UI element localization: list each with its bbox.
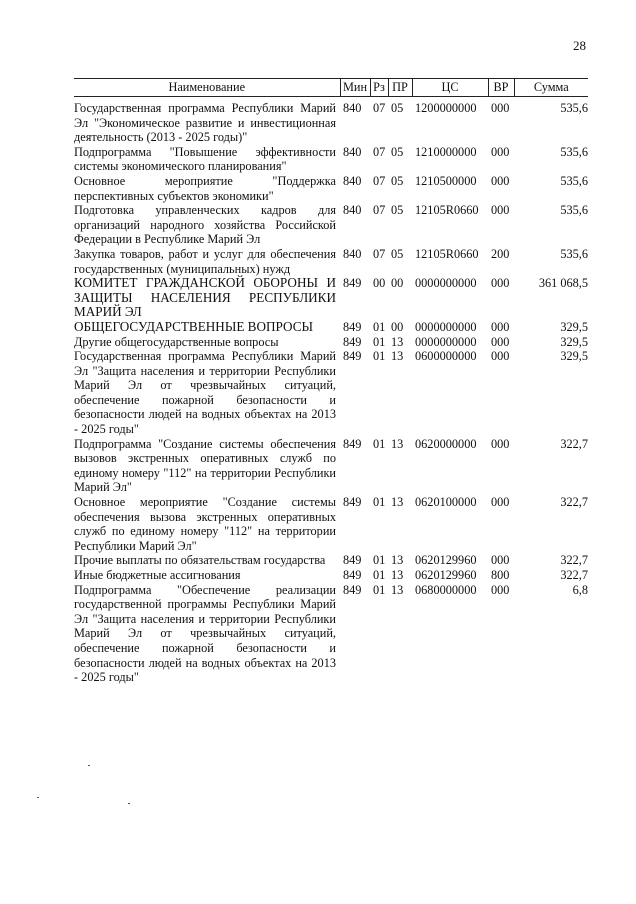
- cell-vr: 000: [491, 582, 510, 597]
- cell-rz: 01: [373, 582, 386, 597]
- cell-vr: 000: [491, 276, 510, 291]
- cell-min: 840: [343, 246, 362, 261]
- cell-rz: 01: [373, 334, 386, 349]
- cell-vr: 000: [491, 495, 510, 510]
- header-sum: Сумма: [514, 79, 588, 97]
- table-row: [74, 174, 588, 203]
- cell-sum: 535,6: [560, 101, 588, 115]
- cell-vr: 800: [491, 568, 510, 582]
- cell-vr: 000: [491, 553, 510, 568]
- cell-min: 849: [343, 568, 362, 582]
- cell-vr: 000: [491, 436, 510, 451]
- cell-cs: 12105R0660: [415, 246, 479, 261]
- header-vr: ВР: [488, 79, 514, 97]
- cell-cs: 0000000000: [415, 276, 477, 291]
- cell-rz: 07: [373, 101, 386, 115]
- cell-vr: 000: [491, 101, 510, 115]
- cell-rz: 07: [373, 203, 386, 218]
- cell-cs: 1210000000: [415, 144, 477, 159]
- table-row: [74, 335, 588, 350]
- table-row: [74, 247, 588, 276]
- header-cs: ЦС: [412, 79, 488, 97]
- cell-cs: 0620129960: [415, 553, 477, 568]
- cell-cs: 0620129960: [415, 568, 477, 582]
- cell-name: Основное мероприятие "Создание системы обеспечения вызова экстренных оперативных служб по единому номеру "112" на территории Республики Марий Эл": [74, 495, 336, 553]
- cell-sum: 535,6: [560, 246, 588, 261]
- cell-sum: 322,7: [560, 568, 588, 582]
- cell-name: Другие общегосударственные вопросы: [74, 334, 279, 349]
- cell-cs: 0000000000: [415, 334, 477, 349]
- cell-vr: 000: [491, 203, 510, 218]
- cell-sum: 535,6: [560, 173, 588, 188]
- cell-min: 849: [343, 349, 362, 364]
- cell-rz: 01: [373, 495, 386, 510]
- header-min: Мин: [340, 79, 370, 97]
- cell-name: Государственная программа Республики Марий Эл "Экономическое развитие и инвестиционная деятельность (2013 - 2025 годы)": [74, 101, 336, 145]
- cell-cs: 12105R0660: [415, 203, 479, 218]
- table-row: [74, 101, 588, 145]
- table-row: [74, 495, 588, 553]
- scan-speck: [37, 797, 39, 798]
- cell-sum: 535,6: [560, 144, 588, 159]
- cell-cs: 0600000000: [415, 349, 477, 364]
- table-row: [74, 553, 588, 568]
- table-row: [74, 349, 588, 437]
- cell-name: Прочие выплаты по обязательствам государства: [74, 553, 326, 568]
- table-row: [74, 276, 588, 320]
- cell-cs: 1200000000: [415, 101, 477, 115]
- cell-min: 840: [343, 101, 362, 115]
- cell-sum: 329,5: [560, 319, 588, 334]
- table-body: [74, 97, 588, 685]
- cell-pr: 00: [391, 276, 404, 291]
- cell-min: 849: [343, 319, 362, 334]
- cell-min: 849: [343, 495, 362, 510]
- cell-sum: 361 068,5: [538, 276, 588, 291]
- cell-pr: 13: [391, 436, 404, 451]
- page-number: 28: [573, 38, 586, 53]
- header-pr: ПР: [388, 79, 412, 97]
- cell-vr: 000: [491, 319, 510, 334]
- cell-min: 849: [343, 436, 362, 451]
- cell-min: 840: [343, 173, 362, 188]
- cell-pr: 05: [391, 203, 404, 218]
- cell-name: ОБЩЕГОСУДАРСТВЕННЫЕ ВОПРОСЫ: [74, 318, 313, 334]
- cell-pr: 13: [391, 495, 404, 510]
- cell-name: Основное мероприятие "Поддержка перспективных субъектов экономики": [74, 173, 336, 203]
- cell-name: Закупка товаров, работ и услуг для обеспечения государственных (муниципальных) нужд: [74, 246, 336, 276]
- cell-cs: 0680000000: [415, 582, 477, 597]
- cell-name: Подпрограмма "Обеспечение реализации государственной программы Республики Марий Эл "Защита населения и территории Республики Марий Эл от чрезвычайных ситуаций, обеспечение пожарной безопасности и безопасности людей на водных объектах на 2013 - 2025 годы": [74, 582, 336, 685]
- budget-table: [74, 78, 588, 685]
- cell-pr: 05: [391, 173, 404, 188]
- cell-vr: 000: [491, 334, 510, 349]
- table-row: [74, 320, 588, 335]
- cell-pr: 13: [391, 349, 404, 364]
- cell-pr: 13: [391, 568, 404, 582]
- cell-sum: 322,7: [560, 553, 588, 568]
- cell-pr: 13: [391, 582, 404, 597]
- cell-name: КОМИТЕТ ГРАЖДАНСКОЙ ОБОРОНЫ И ЗАЩИТЫ НАСЕЛЕНИЯ РЕСПУБЛИКИ МАРИЙ ЭЛ: [74, 275, 336, 320]
- cell-rz: 01: [373, 436, 386, 451]
- cell-cs: 1210500000: [415, 173, 477, 188]
- cell-min: 849: [343, 276, 362, 291]
- table-row: [74, 437, 588, 495]
- cell-sum: 329,5: [560, 334, 588, 349]
- cell-min: 849: [343, 553, 362, 568]
- cell-min: 840: [343, 144, 362, 159]
- cell-vr: 000: [491, 349, 510, 364]
- cell-cs: 0620100000: [415, 495, 477, 510]
- table-row: [74, 145, 588, 174]
- cell-rz: 07: [373, 144, 386, 159]
- cell-vr: 000: [491, 173, 510, 188]
- table-row: [74, 203, 588, 247]
- cell-sum: 535,6: [560, 203, 588, 218]
- cell-pr: 13: [391, 553, 404, 568]
- cell-name: Подпрограмма "Повышение эффективности системы экономического планирования": [74, 144, 336, 174]
- cell-sum: 322,7: [560, 436, 588, 451]
- cell-min: 840: [343, 203, 362, 218]
- cell-sum: 322,7: [560, 495, 588, 510]
- cell-name: Иные бюджетные ассигнования: [74, 568, 241, 582]
- table-row: [74, 583, 588, 685]
- cell-name: Государственная программа Республики Марий Эл "Защита населения и территории Республики Марий Эл от чрезвычайных ситуаций, обеспечение пожарной безопасности и безопасности людей на водных объектах на 2013 - 2025 годы": [74, 349, 336, 437]
- cell-pr: 05: [391, 101, 404, 115]
- cell-name: Подпрограмма "Создание системы обеспечения вызовов экстренных оперативных служб по единому номеру "112" на территории Республики Марий Эл": [74, 436, 336, 495]
- cell-vr: 200: [491, 246, 510, 261]
- scan-speck: [128, 803, 130, 804]
- cell-rz: 01: [373, 319, 386, 334]
- table-header-row: [74, 79, 588, 97]
- header-name: Наименование: [74, 79, 340, 97]
- cell-pr: 05: [391, 144, 404, 159]
- scan-speck: [88, 765, 90, 766]
- cell-pr: 05: [391, 246, 404, 261]
- cell-rz: 07: [373, 246, 386, 261]
- cell-rz: 01: [373, 553, 386, 568]
- cell-pr: 00: [391, 319, 404, 334]
- cell-sum: 329,5: [560, 349, 588, 364]
- cell-cs: 0620000000: [415, 436, 477, 451]
- cell-rz: 07: [373, 173, 386, 188]
- table-row: [74, 568, 588, 583]
- cell-pr: 13: [391, 334, 404, 349]
- cell-rz: 01: [373, 568, 386, 582]
- cell-min: 849: [343, 334, 362, 349]
- header-rz: Рз: [370, 79, 388, 97]
- cell-cs: 0000000000: [415, 319, 477, 334]
- cell-vr: 000: [491, 144, 510, 159]
- cell-sum: 6,8: [572, 582, 588, 597]
- cell-name: Подготовка управленческих кадров для организаций народного хозяйства Российской Федерации в Республике Марий Эл: [74, 203, 336, 247]
- cell-rz: 01: [373, 349, 386, 364]
- cell-rz: 00: [373, 276, 386, 291]
- cell-min: 849: [343, 582, 362, 597]
